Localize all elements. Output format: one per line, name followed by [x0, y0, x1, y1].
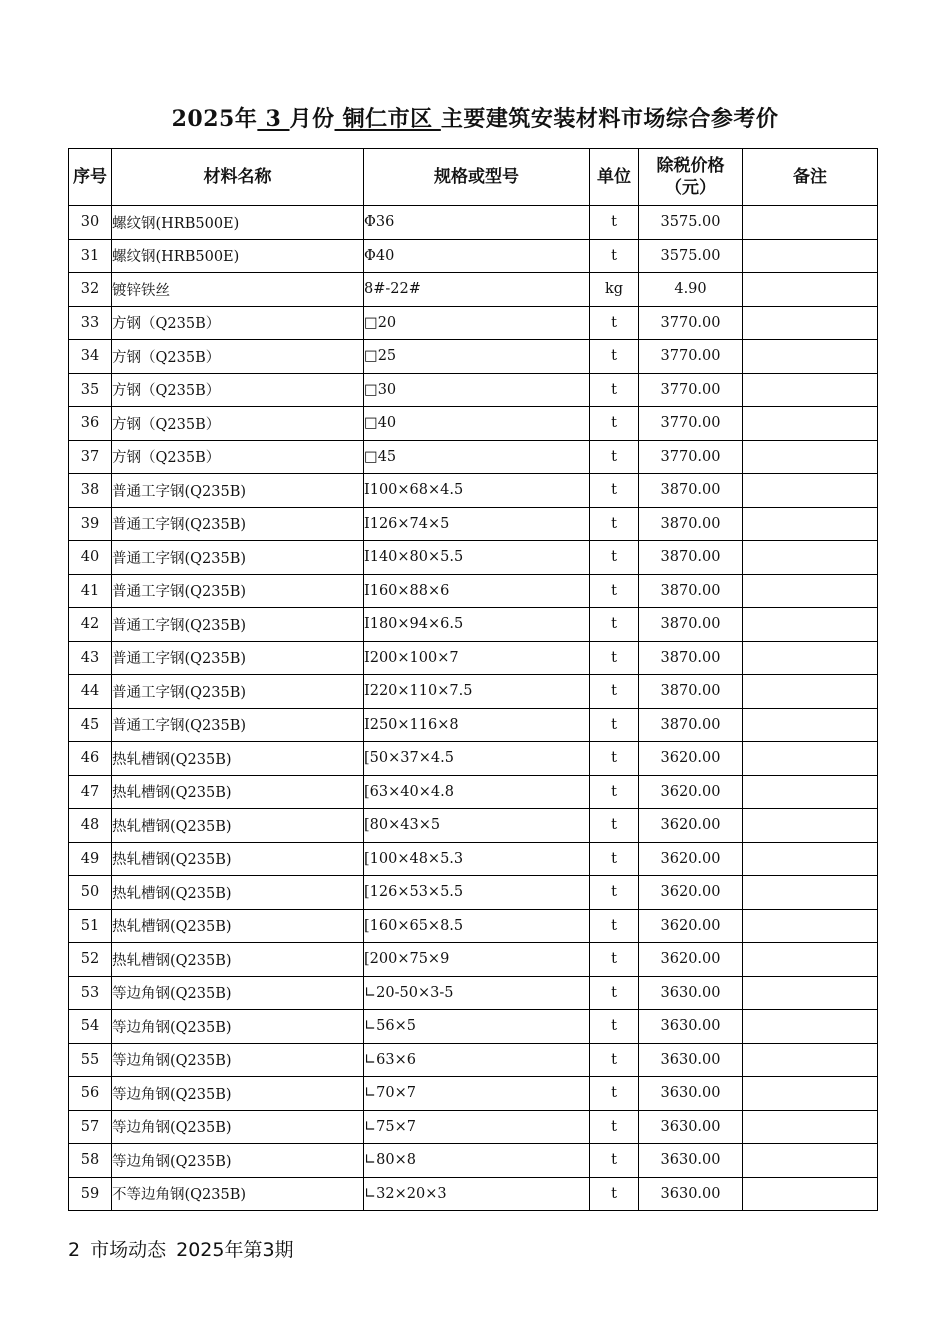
cell-no: 34	[69, 340, 112, 374]
cell-material-name: 螺纹钢(HRB500E)	[112, 239, 364, 273]
cell-no: 58	[69, 1144, 112, 1178]
header-no: 序号	[69, 149, 112, 206]
cell-no: 32	[69, 273, 112, 307]
cell-no: 59	[69, 1177, 112, 1211]
cell-spec: I220×110×7.5	[364, 675, 590, 709]
cell-material-name: 等边角钢(Q235B)	[112, 1043, 364, 1077]
cell-price: 3630.00	[639, 1077, 743, 1111]
cell-unit: t	[590, 239, 639, 273]
cell-spec: [100×48×5.3	[364, 842, 590, 876]
table-row	[69, 239, 878, 273]
cell-no: 55	[69, 1043, 112, 1077]
cell-unit: t	[590, 842, 639, 876]
cell-no: 48	[69, 809, 112, 843]
cell-spec: □40	[364, 407, 590, 441]
cell-note	[743, 206, 878, 240]
cell-price: 3770.00	[639, 306, 743, 340]
cell-note	[743, 340, 878, 374]
cell-unit: t	[590, 675, 639, 709]
publication-name: 市场动态	[90, 1239, 167, 1261]
table-row	[69, 1144, 878, 1178]
cell-unit: t	[590, 541, 639, 575]
cell-note	[743, 608, 878, 642]
cell-material-name: 方钢（Q235B）	[112, 440, 364, 474]
cell-unit: t	[590, 1110, 639, 1144]
cell-price: 3870.00	[639, 675, 743, 709]
cell-material-name: 镀锌铁丝	[112, 273, 364, 307]
cell-material-name: 等边角钢(Q235B)	[112, 1110, 364, 1144]
table-row	[69, 675, 878, 709]
cell-no: 56	[69, 1077, 112, 1111]
cell-price: 3630.00	[639, 1110, 743, 1144]
table-row	[69, 809, 878, 843]
table-row	[69, 407, 878, 441]
cell-spec: ∟63×6	[364, 1043, 590, 1077]
cell-unit: t	[590, 1177, 639, 1211]
cell-spec: [160×65×8.5	[364, 909, 590, 943]
table-row	[69, 574, 878, 608]
cell-unit: t	[590, 373, 639, 407]
cell-material-name: 热轧槽钢(Q235B)	[112, 842, 364, 876]
cell-spec: □30	[364, 373, 590, 407]
cell-no: 36	[69, 407, 112, 441]
cell-note	[743, 1010, 878, 1044]
table-row	[69, 641, 878, 675]
page-number: 2	[68, 1239, 81, 1261]
cell-spec: Φ36	[364, 206, 590, 240]
cell-material-name: 等边角钢(Q235B)	[112, 1077, 364, 1111]
cell-price: 3870.00	[639, 608, 743, 642]
cell-unit: t	[590, 1043, 639, 1077]
cell-material-name: 等边角钢(Q235B)	[112, 1144, 364, 1178]
price-table	[68, 148, 878, 1211]
cell-material-name: 等边角钢(Q235B)	[112, 976, 364, 1010]
cell-price: 3770.00	[639, 340, 743, 374]
header-name: 材料名称	[112, 149, 364, 206]
cell-note	[743, 909, 878, 943]
title-month: 3	[257, 106, 290, 132]
cell-no: 47	[69, 775, 112, 809]
cell-price: 3620.00	[639, 842, 743, 876]
title-subject: 主要建筑安装材料市场综合参考价	[440, 106, 779, 132]
cell-material-name: 方钢（Q235B）	[112, 373, 364, 407]
cell-spec: I126×74×5	[364, 507, 590, 541]
table-row	[69, 608, 878, 642]
cell-unit: t	[590, 1144, 639, 1178]
cell-price: 3870.00	[639, 541, 743, 575]
cell-note	[743, 809, 878, 843]
cell-material-name: 普通工字钢(Q235B)	[112, 474, 364, 508]
cell-note	[743, 976, 878, 1010]
cell-no: 37	[69, 440, 112, 474]
cell-spec: I160×88×6	[364, 574, 590, 608]
cell-no: 40	[69, 541, 112, 575]
issue-label: 2025年第3期	[176, 1239, 294, 1261]
table-row	[69, 273, 878, 307]
cell-material-name: 热轧槽钢(Q235B)	[112, 943, 364, 977]
cell-price: 3620.00	[639, 909, 743, 943]
cell-note	[743, 440, 878, 474]
cell-price: 3630.00	[639, 1177, 743, 1211]
cell-note	[743, 1077, 878, 1111]
cell-unit: t	[590, 775, 639, 809]
table-row	[69, 373, 878, 407]
cell-no: 57	[69, 1110, 112, 1144]
cell-price: 3630.00	[639, 1144, 743, 1178]
table-row	[69, 876, 878, 910]
cell-material-name: 普通工字钢(Q235B)	[112, 507, 364, 541]
cell-price: 3770.00	[639, 440, 743, 474]
cell-material-name: 普通工字钢(Q235B)	[112, 541, 364, 575]
cell-material-name: 普通工字钢(Q235B)	[112, 641, 364, 675]
cell-unit: t	[590, 1077, 639, 1111]
cell-material-name: 热轧槽钢(Q235B)	[112, 775, 364, 809]
cell-no: 54	[69, 1010, 112, 1044]
cell-unit: t	[590, 809, 639, 843]
cell-spec: I180×94×6.5	[364, 608, 590, 642]
cell-price: 3870.00	[639, 641, 743, 675]
cell-note	[743, 1177, 878, 1211]
cell-no: 46	[69, 742, 112, 776]
cell-price: 3575.00	[639, 239, 743, 273]
cell-spec: I200×100×7	[364, 641, 590, 675]
title-month-label: 月份	[289, 106, 335, 132]
cell-note	[743, 1043, 878, 1077]
cell-spec: I140×80×5.5	[364, 541, 590, 575]
table-row	[69, 708, 878, 742]
cell-price: 3630.00	[639, 976, 743, 1010]
cell-note	[743, 641, 878, 675]
table-row	[69, 440, 878, 474]
cell-spec: 8#-22#	[364, 273, 590, 307]
cell-material-name: 普通工字钢(Q235B)	[112, 708, 364, 742]
cell-unit: t	[590, 306, 639, 340]
page-title	[0, 102, 950, 133]
cell-unit: t	[590, 574, 639, 608]
cell-no: 41	[69, 574, 112, 608]
cell-unit: kg	[590, 273, 639, 307]
cell-unit: t	[590, 708, 639, 742]
cell-price: 3870.00	[639, 708, 743, 742]
cell-spec: ∟20-50×3-5	[364, 976, 590, 1010]
cell-material-name: 方钢（Q235B）	[112, 340, 364, 374]
cell-price: 3620.00	[639, 809, 743, 843]
table-row	[69, 842, 878, 876]
cell-material-name: 热轧槽钢(Q235B)	[112, 809, 364, 843]
cell-spec: ∟80×8	[364, 1144, 590, 1178]
cell-spec: ∟32×20×3	[364, 1177, 590, 1211]
cell-unit: t	[590, 206, 639, 240]
cell-price: 3770.00	[639, 407, 743, 441]
cell-spec: [63×40×4.8	[364, 775, 590, 809]
table-row	[69, 306, 878, 340]
cell-spec: Φ40	[364, 239, 590, 273]
cell-note	[743, 273, 878, 307]
cell-price: 3870.00	[639, 474, 743, 508]
header-price: 除税价格（元）	[639, 149, 743, 206]
cell-note	[743, 407, 878, 441]
cell-unit: t	[590, 440, 639, 474]
table-row	[69, 474, 878, 508]
cell-note	[743, 306, 878, 340]
cell-spec: □45	[364, 440, 590, 474]
cell-material-name: 方钢（Q235B）	[112, 306, 364, 340]
cell-spec: [80×43×5	[364, 809, 590, 843]
cell-spec: [200×75×9	[364, 943, 590, 977]
cell-no: 50	[69, 876, 112, 910]
table-header-row	[69, 149, 878, 206]
table-row	[69, 507, 878, 541]
table-row	[69, 541, 878, 575]
cell-spec: I250×116×8	[364, 708, 590, 742]
title-region: 铜仁市区	[334, 106, 441, 132]
table-row	[69, 1177, 878, 1211]
cell-spec: [126×53×5.5	[364, 876, 590, 910]
cell-no: 42	[69, 608, 112, 642]
table-row	[69, 1110, 878, 1144]
cell-unit: t	[590, 407, 639, 441]
cell-note	[743, 373, 878, 407]
cell-no: 44	[69, 675, 112, 709]
cell-material-name: 热轧槽钢(Q235B)	[112, 742, 364, 776]
cell-note	[743, 842, 878, 876]
cell-note	[743, 474, 878, 508]
cell-spec: □20	[364, 306, 590, 340]
cell-price: 3630.00	[639, 1010, 743, 1044]
cell-note	[743, 239, 878, 273]
cell-price: 3575.00	[639, 206, 743, 240]
cell-no: 53	[69, 976, 112, 1010]
cell-material-name: 等边角钢(Q235B)	[112, 1010, 364, 1044]
table-row	[69, 206, 878, 240]
cell-unit: t	[590, 876, 639, 910]
table-row	[69, 1010, 878, 1044]
cell-no: 51	[69, 909, 112, 943]
cell-price: 3870.00	[639, 507, 743, 541]
cell-no: 35	[69, 373, 112, 407]
cell-material-name: 普通工字钢(Q235B)	[112, 574, 364, 608]
cell-note	[743, 507, 878, 541]
cell-no: 49	[69, 842, 112, 876]
cell-spec: I100×68×4.5	[364, 474, 590, 508]
cell-no: 52	[69, 943, 112, 977]
cell-material-name: 普通工字钢(Q235B)	[112, 675, 364, 709]
cell-no: 31	[69, 239, 112, 273]
cell-price: 3870.00	[639, 574, 743, 608]
cell-note	[743, 574, 878, 608]
table-row	[69, 1043, 878, 1077]
cell-note	[743, 541, 878, 575]
table-row	[69, 909, 878, 943]
cell-unit: t	[590, 1010, 639, 1044]
title-year: 2025年	[171, 106, 258, 132]
cell-material-name: 方钢（Q235B）	[112, 407, 364, 441]
cell-unit: t	[590, 909, 639, 943]
table-row	[69, 742, 878, 776]
cell-material-name: 不等边角钢(Q235B)	[112, 1177, 364, 1211]
cell-no: 43	[69, 641, 112, 675]
cell-unit: t	[590, 474, 639, 508]
cell-material-name: 热轧槽钢(Q235B)	[112, 876, 364, 910]
cell-spec: ∟75×7	[364, 1110, 590, 1144]
cell-no: 30	[69, 206, 112, 240]
cell-spec: [50×37×4.5	[364, 742, 590, 776]
cell-note	[743, 675, 878, 709]
cell-spec: ∟56×5	[364, 1010, 590, 1044]
cell-price: 3620.00	[639, 943, 743, 977]
cell-price: 3630.00	[639, 1043, 743, 1077]
cell-price: 3620.00	[639, 742, 743, 776]
cell-unit: t	[590, 507, 639, 541]
cell-note	[743, 742, 878, 776]
header-spec: 规格或型号	[364, 149, 590, 206]
cell-material-name: 螺纹钢(HRB500E)	[112, 206, 364, 240]
table-row	[69, 976, 878, 1010]
cell-price: 3770.00	[639, 373, 743, 407]
cell-price: 4.90	[639, 273, 743, 307]
table-row	[69, 775, 878, 809]
table-body	[69, 206, 878, 1211]
table-row	[69, 340, 878, 374]
table-row	[69, 1077, 878, 1111]
cell-unit: t	[590, 641, 639, 675]
cell-unit: t	[590, 943, 639, 977]
cell-no: 45	[69, 708, 112, 742]
cell-price: 3620.00	[639, 876, 743, 910]
cell-spec: ∟70×7	[364, 1077, 590, 1111]
cell-note	[743, 708, 878, 742]
page-footer	[68, 1235, 304, 1262]
cell-no: 33	[69, 306, 112, 340]
cell-note	[743, 1110, 878, 1144]
cell-unit: t	[590, 976, 639, 1010]
cell-material-name: 热轧槽钢(Q235B)	[112, 909, 364, 943]
cell-note	[743, 1144, 878, 1178]
header-note: 备注	[743, 149, 878, 206]
cell-unit: t	[590, 608, 639, 642]
cell-note	[743, 775, 878, 809]
cell-no: 39	[69, 507, 112, 541]
cell-no: 38	[69, 474, 112, 508]
cell-unit: t	[590, 340, 639, 374]
cell-material-name: 普通工字钢(Q235B)	[112, 608, 364, 642]
cell-spec: □25	[364, 340, 590, 374]
table-row	[69, 943, 878, 977]
header-unit: 单位	[590, 149, 639, 206]
cell-note	[743, 943, 878, 977]
cell-price: 3620.00	[639, 775, 743, 809]
cell-unit: t	[590, 742, 639, 776]
cell-note	[743, 876, 878, 910]
